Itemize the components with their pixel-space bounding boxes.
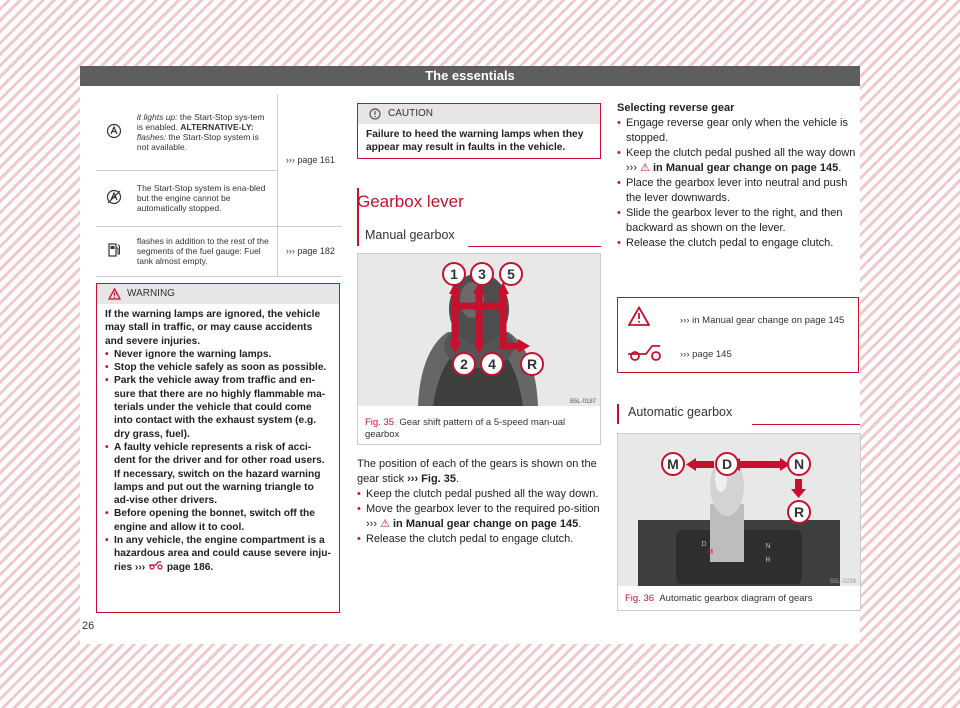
list-item [357, 502, 603, 532]
breakdown-icon [148, 562, 164, 573]
manual-gearbox-text [357, 457, 603, 547]
figure-code: B5L-0187 [569, 399, 596, 405]
lever-label: M [707, 549, 713, 556]
symbol-text: flashes in addition to the rest of the segments of the fuel gauge: Fuel tank almost empty. [133, 226, 278, 276]
gear-label: R [526, 356, 538, 372]
figure-caption [365, 417, 597, 441]
gear-label: 3 [478, 266, 486, 282]
list-item: • A faulty vehicle represents a risk of acci-dent for the driver and for other road users. If necessary, switch on the hazard warning lamps and put out the warning triangle to ad-vise other drivers. [105, 441, 331, 507]
warning-triangle-icon: ⚠ [640, 162, 650, 174]
list-item: • Never ignore the warning lamps. [105, 348, 331, 361]
intro-text: The position of each of the gears is shown on the gear stick [357, 458, 597, 485]
warning-triangle-icon [628, 306, 650, 331]
list-item: • Before opening the bonnet, switch off the engine and allow it to cool. [105, 507, 331, 534]
reverse-gear-text [617, 101, 861, 251]
table-row [96, 94, 342, 170]
lever-label: R [765, 557, 771, 564]
list-item [105, 534, 331, 574]
gear-label: 1 [450, 266, 458, 282]
list-item: • Place the gearbox lever into neutral and push the lever downwards. [617, 176, 861, 206]
figure-caption [625, 593, 857, 605]
figure-label: Fig. 36 [625, 593, 655, 604]
punctuation: . [578, 518, 582, 530]
symbol-text: it lights up: [136, 111, 178, 122]
section-title: Gearbox lever [357, 192, 464, 211]
divider [752, 424, 860, 425]
gear-label: M [667, 456, 679, 472]
icon-reference-box [617, 297, 859, 373]
caption-text: Automatic gearbox diagram of gears [659, 593, 813, 604]
gear-label: 5 [507, 266, 515, 282]
page-ref-link[interactable]: ››› page 145 [680, 349, 732, 360]
list-item-text: Move the gearbox lever to the required po-sition ››› [366, 503, 600, 530]
caption-text: Gear shift pattern of a 5-speed man-ual gearbox [365, 417, 566, 440]
gear-label: 2 [460, 356, 468, 372]
lever-label: N [765, 543, 771, 550]
caution-title: CAUTION [388, 108, 433, 119]
page-ref-link[interactable]: in Manual gear change on page 145 [649, 162, 839, 174]
figure-ref-link[interactable]: ››› Fig. 35 [407, 473, 457, 485]
section-marker [617, 404, 619, 424]
punctuation: . [838, 162, 842, 174]
gear-label: N [793, 456, 805, 472]
warning-box [96, 283, 340, 613]
list-item: • Park the vehicle away from traffic and en-sure that there are no highly flammable ma-terials under the vehicle that could come into contact with the exhaust system (e.g. dry grass, fuel). [105, 374, 331, 440]
symbol-text: ALTERNATIVE-LY: [180, 121, 254, 132]
list-item-text: In any vehicle, the engine compartment is a hazardous area and could cause severe inju-ries ››› [114, 535, 331, 573]
figure-36 [617, 433, 861, 611]
gear-label: 4 [488, 356, 496, 372]
symbol-text: the Start-Stop system is not available. [136, 131, 259, 152]
warning-symbols-table [96, 94, 342, 277]
section-subtitle: Manual gearbox [365, 228, 455, 242]
list-item: • Keep the clutch pedal pushed all the way down. [357, 487, 603, 502]
list-item [617, 146, 861, 176]
page-ref[interactable]: page 186. [163, 561, 214, 573]
list-item: • Release the clutch pedal to engage clutch. [357, 532, 603, 547]
gear-label: R [793, 504, 805, 520]
symbol-text: flashes: [136, 131, 167, 142]
list-item: • Slide the gearbox lever to the right, and then backward as shown on the lever. [617, 206, 861, 236]
divider [468, 246, 601, 247]
caution-icon [369, 108, 381, 128]
warning-triangle-icon [108, 288, 121, 308]
page-ref-link[interactable]: ››› in Manual gear change on page 145 [680, 315, 845, 326]
manual-gearbox-image [358, 254, 600, 406]
gear-label: D [721, 456, 733, 472]
list-item: • Release the clutch pedal to engage clutch. [617, 236, 861, 251]
start-stop-icon [96, 94, 133, 170]
reverse-gear-title: Selecting reverse gear [617, 102, 735, 114]
header-title: The essentials [80, 66, 860, 86]
page-number: 26 [82, 620, 95, 632]
list-item-text: Keep the clutch pedal pushed all the way down ››› [626, 147, 856, 174]
page-ref-link[interactable]: in Manual gear change on page 145 [389, 518, 579, 530]
automatic-title: Automatic gearbox [628, 405, 733, 419]
figure-label: Fig. 35 [365, 417, 395, 428]
page-ref[interactable]: ››› page 182 [277, 226, 342, 276]
start-stop-off-icon [96, 170, 133, 226]
caution-body: Failure to heed the warning lamps when they appear may result in faults in the vehicle. [366, 129, 584, 154]
figure-code: B5L-0238 [829, 579, 856, 585]
list-item: • Stop the vehicle safely as soon as possible. [105, 361, 331, 374]
warning-triangle-icon: ⚠ [380, 518, 390, 530]
lever-label: D [701, 541, 707, 548]
punctuation: . [456, 473, 460, 485]
breakdown-icon [626, 342, 664, 367]
symbol-text: the Start-Stop sys-tem is enabled. [136, 111, 265, 132]
page-ref[interactable]: ››› page 161 [277, 94, 342, 226]
warning-title: WARNING [127, 288, 175, 299]
automatic-gearbox-image [618, 434, 860, 586]
warning-intro: If the warning lamps are ignored, the vehicle may stall in traffic, or may cause accidents and severe injuries. [105, 309, 321, 347]
caution-box [357, 103, 601, 159]
symbol-text: The Start-Stop system is ena-bled but the engine cannot be automatically stopped. [133, 170, 278, 226]
table-row [96, 226, 342, 276]
fuel-icon [96, 226, 133, 276]
list-item: • Engage reverse gear only when the vehicle is stopped. [617, 116, 861, 146]
